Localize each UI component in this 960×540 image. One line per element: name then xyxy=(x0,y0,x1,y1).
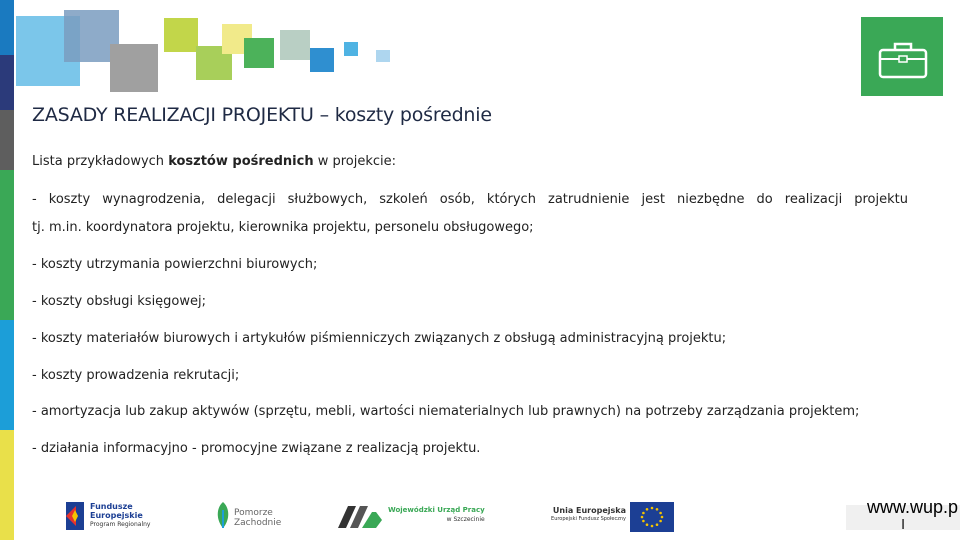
intro-text-end: w projekcie: xyxy=(313,154,397,169)
list-item: - amortyzacja lub zakup aktywów (sprzętu, mebli, wartości niematerialnych lub prawnych) na potrzeby zarządzania projektem; xyxy=(32,404,860,419)
website-url-line2: l xyxy=(901,516,905,532)
fe-star-icon xyxy=(64,500,86,532)
list-item: tj. m.in. koordynatora projektu, kierownika projektu, personelu obsługowego; xyxy=(32,220,534,235)
wup-logo xyxy=(336,500,486,532)
eu-logo xyxy=(540,500,676,534)
logo-text: Unia Europejska xyxy=(552,506,626,515)
list-item: - koszty materiałów biurowych i artykułów piśmienniczych związanych z obsługą administracyjną projektu; xyxy=(32,331,727,346)
intro-line xyxy=(32,154,908,169)
logo-text: Pomorze xyxy=(234,508,273,518)
content-body xyxy=(32,154,908,456)
logo-text: Zachodnie xyxy=(234,518,282,528)
logo-text: Program Regionalny xyxy=(90,521,151,528)
logo-text: Europejskie xyxy=(90,511,143,520)
list-item: - koszty prowadzenia rekrutacji; xyxy=(32,368,240,383)
logo-text: Fundusze xyxy=(90,502,133,511)
pomorze-zachodnie-logo xyxy=(214,500,284,532)
header-icon-box xyxy=(861,17,943,96)
intro-text: Lista przykładowych xyxy=(32,154,169,169)
intro-bold-text: kosztów pośrednich xyxy=(168,154,314,169)
briefcase-icon xyxy=(861,17,943,96)
wup-mark-icon xyxy=(336,502,384,530)
list-item: - działania informacyjno - promocyjne związane z realizacją projektu. xyxy=(32,441,481,456)
fundusze-europejskie-logo xyxy=(64,498,164,534)
eu-flag-icon xyxy=(630,502,674,532)
list-item: - koszty obsługi księgowej; xyxy=(32,294,207,309)
website-url-line1: www.wup.p xyxy=(866,497,958,517)
logo-text: Europejski Fundusz Społeczny xyxy=(551,516,626,522)
slide-title: ZASADY REALIZACJI PROJEKTU – koszty pośrednie xyxy=(32,104,492,126)
website-url[interactable] xyxy=(846,497,960,532)
logo-text: w Szczecinie xyxy=(446,516,485,523)
leaf-icon xyxy=(214,500,232,530)
logo-text: Wojewódzki Urząd Pracy xyxy=(388,506,485,514)
footer-logos xyxy=(0,492,960,540)
list-item: - koszty wynagrodzenia, delegacji służbowych, szkoleń osób, których zatrudnienie jest niezbędne do realizacji projektu xyxy=(32,192,908,207)
list-item: - koszty utrzymania powierzchni biurowych; xyxy=(32,257,318,272)
left-color-strip xyxy=(0,0,14,540)
